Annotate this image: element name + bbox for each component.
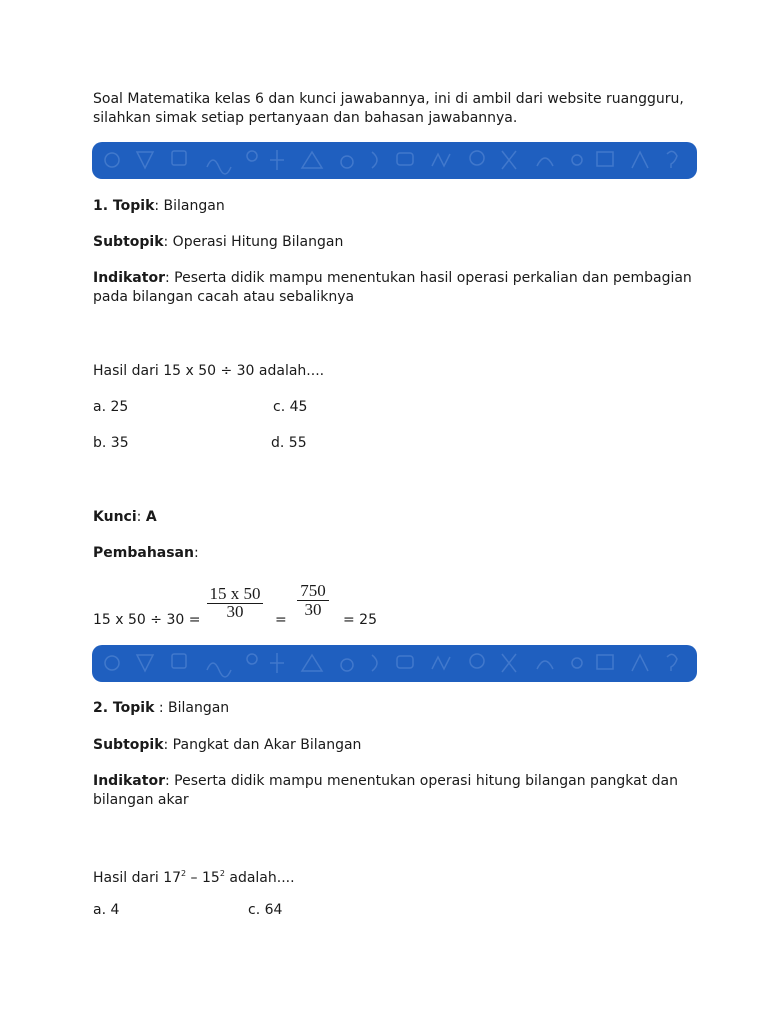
q2-option-a: a. 4	[93, 902, 120, 918]
q2-indikator-line-1: : Peserta didik mampu menentukan operasi hitung bilangan pangkat dan	[164, 773, 679, 789]
q1-frac2-denominator: 30	[304, 600, 322, 619]
q2-topik	[93, 698, 229, 718]
q1-frac2-numerator: 750	[300, 581, 326, 600]
q2-subtopik-label: Subtopik	[93, 737, 164, 753]
intro-line-2: silahkan simak setiap pertanyaan dan bahasan jawabannya.	[93, 110, 518, 126]
q2-exponent-2: 2	[219, 869, 225, 878]
q1-subtopik	[93, 232, 343, 252]
q1-topik-label: 1. Topik	[93, 198, 155, 214]
q1-pembahasan-sep: :	[193, 545, 199, 561]
decorative-banner-2	[92, 645, 697, 682]
q1-option-d: d. 55	[271, 435, 307, 451]
q1-calc-lhs: 15 x 50 ÷ 30 =	[93, 612, 201, 628]
q1-calc-result: = 25	[343, 612, 377, 628]
q1-calc-eq2: =	[275, 612, 287, 628]
q1-kunci-label: Kunci	[93, 509, 137, 525]
q2-indikator-line-2: bilangan akar	[93, 792, 189, 808]
q1-pembahasan	[93, 543, 199, 563]
q1-indikator-label: Indikator	[93, 270, 165, 286]
q1-question: Hasil dari 15 x 50 ÷ 30 adalah....	[93, 363, 325, 379]
q1-kunci-sep: :	[136, 509, 146, 525]
q1-option-b: b. 35	[93, 435, 129, 451]
q1-option-c: c. 45	[273, 399, 308, 415]
q1-indikator-line-1: : Peserta didik mampu menentukan hasil operasi perkalian dan pembagian	[164, 270, 692, 286]
q1-subtopik-label: Subtopik	[93, 234, 164, 250]
decorative-banner-1	[92, 142, 697, 179]
q2-question-prefix: Hasil dari 17	[93, 870, 182, 886]
q1-indikator	[93, 268, 692, 288]
q2-option-c: c. 64	[248, 902, 283, 918]
q1-option-a: a. 25	[93, 399, 129, 415]
q2-question-middle: – 15	[186, 870, 220, 886]
q2-indikator-label: Indikator	[93, 773, 165, 789]
q2-indikator	[93, 771, 678, 791]
q2-question-suffix: adalah....	[224, 870, 295, 886]
q1-indikator-line-2: pada bilangan cacah atau sebaliknya	[93, 289, 355, 305]
q1-topik	[93, 196, 225, 216]
q1-frac1-numerator: 15 x 50	[209, 584, 261, 603]
doodle-pattern-icon	[92, 645, 697, 682]
q1-kunci-value: A	[145, 509, 157, 525]
intro-line-1: Soal Matematika kelas 6 dan kunci jawabannya, ini di ambil dari website ruangguru,	[93, 91, 684, 107]
q2-topik-label: 2. Topik	[93, 700, 155, 716]
doodle-pattern-icon	[92, 142, 697, 179]
q2-topik-value: : Bilangan	[154, 700, 230, 716]
q2-question	[93, 864, 295, 888]
q1-subtopik-value: : Operasi Hitung Bilangan	[163, 234, 344, 250]
q2-exponent-1: 2	[181, 869, 187, 878]
q2-subtopik	[93, 735, 361, 755]
q1-kunci	[93, 507, 157, 527]
q1-pembahasan-label: Pembahasan	[93, 545, 194, 561]
q2-subtopik-value: : Pangkat dan Akar Bilangan	[163, 737, 362, 753]
q1-frac1-denominator: 30	[226, 602, 244, 621]
q1-topik-value: : Bilangan	[154, 198, 225, 214]
